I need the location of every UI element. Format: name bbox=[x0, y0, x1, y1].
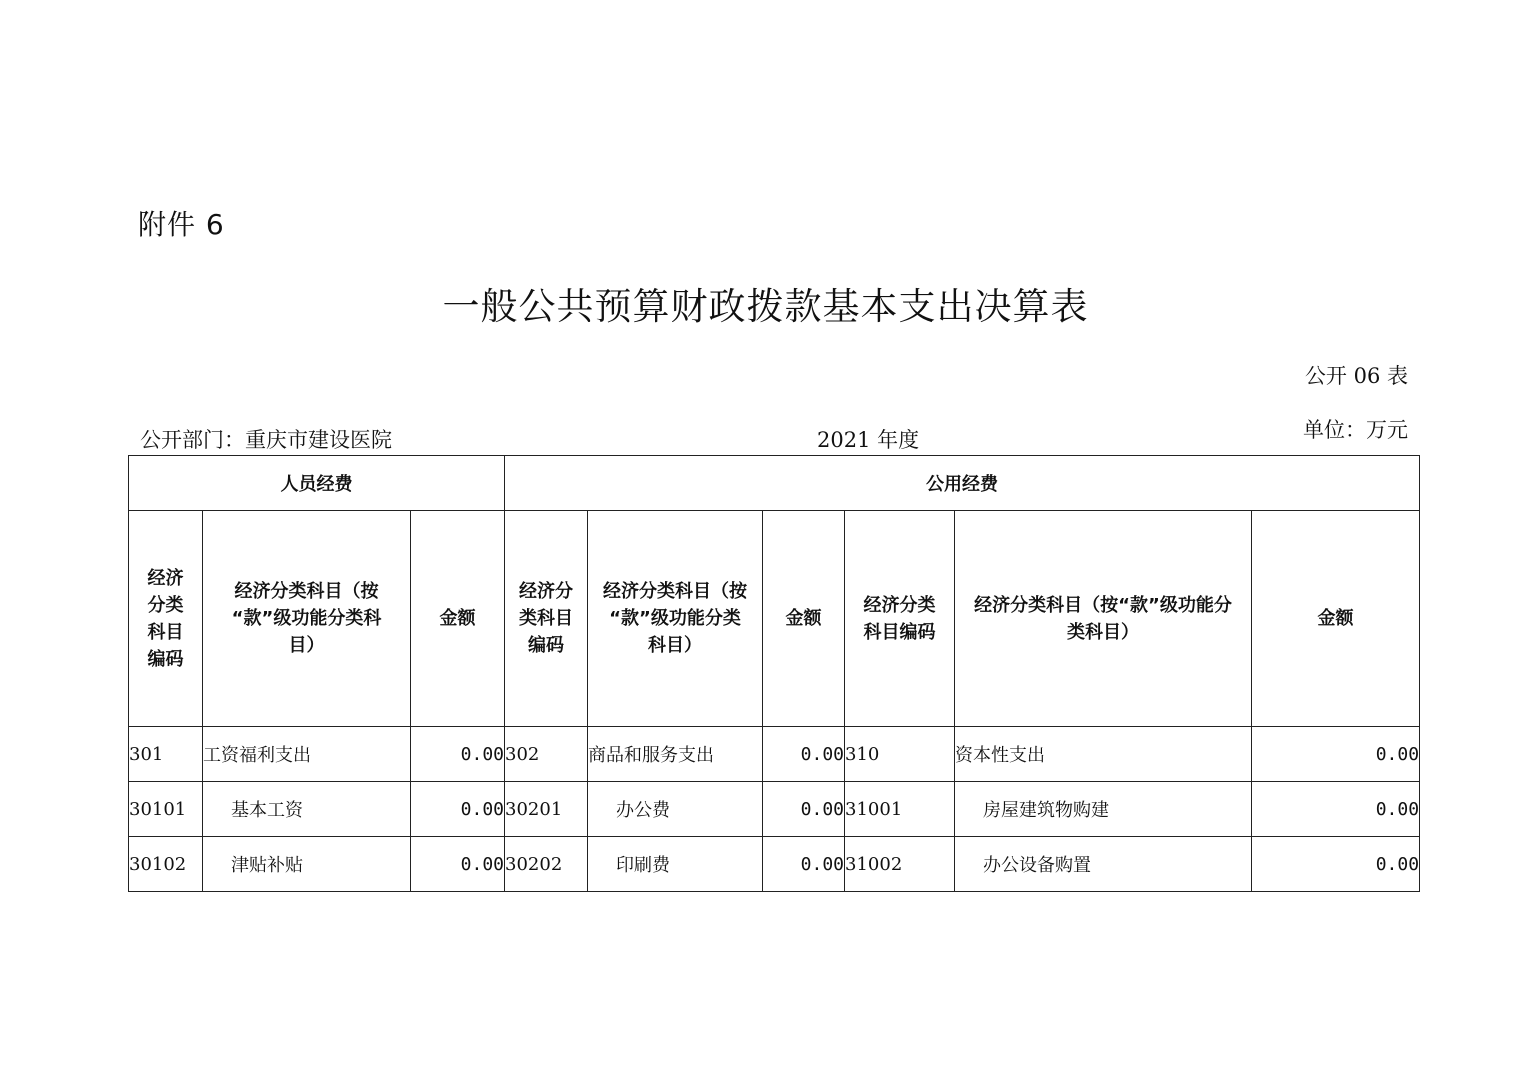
header-line: 类科目） bbox=[1067, 621, 1140, 643]
goods-amount-cell: 0.00 bbox=[763, 782, 845, 837]
header-line: 编码 bbox=[528, 635, 565, 656]
header-line: 分类 bbox=[147, 594, 184, 616]
personnel-name-cell: 工资福利支出 bbox=[203, 727, 411, 782]
capital-name-cell: 房屋建筑物购建 bbox=[955, 782, 1252, 837]
capital-code-header bbox=[845, 511, 955, 727]
goods-name-cell: 印刷费 bbox=[588, 837, 763, 892]
header-line: 科目 bbox=[147, 621, 184, 643]
table-row bbox=[129, 837, 1420, 892]
table-row bbox=[129, 782, 1420, 837]
goods-name-header bbox=[588, 511, 763, 727]
table-row bbox=[129, 727, 1420, 782]
header-line: 科目） bbox=[648, 635, 703, 656]
capital-name-cell: 资本性支出 bbox=[955, 727, 1252, 782]
personnel-group-header: 人员经费 bbox=[129, 456, 505, 511]
header-line: 经济分类科目（按“款”级功能分 bbox=[974, 594, 1232, 616]
goods-code-header bbox=[505, 511, 588, 727]
capital-code-cell: 31001 bbox=[845, 782, 955, 837]
capital-name-header bbox=[955, 511, 1252, 727]
page-title: 一般公共预算财政拨款基本支出决算表 bbox=[442, 285, 1089, 328]
goods-name-cell: 商品和服务支出 bbox=[588, 727, 763, 782]
table-number: 公开 06 表 bbox=[1304, 364, 1408, 388]
unit-label: 单位：万元 bbox=[1303, 418, 1408, 442]
column-header-row bbox=[129, 511, 1420, 727]
capital-amount-cell: 0.00 bbox=[1252, 727, 1420, 782]
personnel-code-header bbox=[129, 511, 203, 727]
group-header-row bbox=[129, 456, 1420, 511]
header-line: 类科目 bbox=[519, 608, 574, 629]
capital-code-cell: 31002 bbox=[845, 837, 955, 892]
header-line: 经济分类科目（按 bbox=[603, 581, 748, 602]
goods-amount-cell: 0.00 bbox=[763, 727, 845, 782]
goods-code-cell: 30202 bbox=[505, 837, 588, 892]
capital-code-cell: 310 bbox=[845, 727, 955, 782]
header-line: 科目编码 bbox=[863, 621, 936, 643]
personnel-code-cell: 30102 bbox=[129, 837, 203, 892]
header-line: 目） bbox=[288, 635, 325, 656]
goods-code-cell: 30201 bbox=[505, 782, 588, 837]
header-line: 编码 bbox=[147, 648, 184, 670]
capital-name-cell: 办公设备购置 bbox=[955, 837, 1252, 892]
attachment-label: 附件 6 bbox=[138, 208, 225, 241]
goods-amount-header: 金额 bbox=[763, 511, 845, 727]
goods-code-cell: 302 bbox=[505, 727, 588, 782]
header-line: 经济 bbox=[147, 567, 184, 589]
personnel-name-header bbox=[203, 511, 411, 727]
personnel-name-cell: 基本工资 bbox=[203, 782, 411, 837]
goods-name-cell: 办公费 bbox=[588, 782, 763, 837]
year-label: 2021 年度 bbox=[817, 428, 920, 452]
personnel-name-cell: 津贴补贴 bbox=[203, 837, 411, 892]
header-line: “款”级功能分类 bbox=[609, 608, 741, 629]
personnel-amount-cell: 0.00 bbox=[411, 727, 505, 782]
personnel-amount-cell: 0.00 bbox=[411, 782, 505, 837]
header-line: 经济分 bbox=[519, 581, 574, 602]
public-group-header: 公用经费 bbox=[505, 456, 1420, 511]
capital-amount-header: 金额 bbox=[1252, 511, 1420, 727]
capital-amount-cell: 0.00 bbox=[1252, 782, 1420, 837]
budget-table bbox=[128, 455, 1420, 892]
department-label: 公开部门：重庆市建设医院 bbox=[140, 428, 392, 452]
header-line: “款”级功能分类科 bbox=[231, 608, 382, 629]
capital-amount-cell: 0.00 bbox=[1252, 837, 1420, 892]
personnel-code-cell: 30101 bbox=[129, 782, 203, 837]
header-line: 经济分类科目（按 bbox=[234, 581, 379, 602]
personnel-amount-header: 金额 bbox=[411, 511, 505, 727]
header-line: 经济分类 bbox=[863, 594, 936, 616]
personnel-code-cell: 301 bbox=[129, 727, 203, 782]
goods-amount-cell: 0.00 bbox=[763, 837, 845, 892]
personnel-amount-cell: 0.00 bbox=[411, 837, 505, 892]
